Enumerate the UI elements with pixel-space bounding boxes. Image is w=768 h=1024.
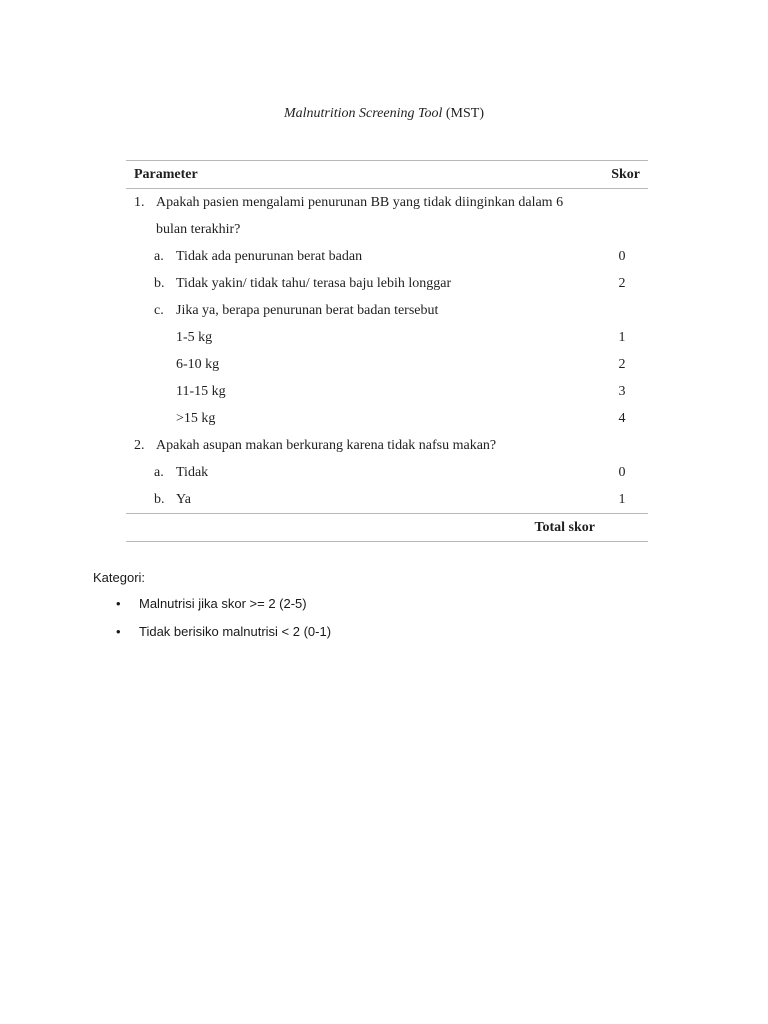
option-score: 0 (618, 465, 626, 480)
question-number: 2. (134, 438, 145, 453)
option-letter: b. (154, 276, 165, 291)
option-row (126, 243, 648, 270)
option-text: Tidak (176, 465, 209, 480)
total-row (126, 513, 648, 541)
mst-table (126, 160, 648, 542)
option-text: Tidak yakin/ tidak tahu/ terasa baju lebih longgar (176, 276, 452, 291)
option-score: 1 (618, 492, 626, 507)
option-text: Jika ya, berapa penurunan berat badan tersebut (176, 303, 439, 318)
sub-option-text: 11-15 kg (176, 384, 226, 399)
option-row (126, 297, 648, 324)
sub-option-row (126, 324, 648, 351)
list-item-text: Malnutrisi jika skor >= 2 (2-5) (139, 596, 307, 611)
option-row (126, 459, 648, 486)
kategori-section (93, 570, 331, 652)
list-item-text: Tidak berisiko malnutrisi < 2 (0-1) (139, 624, 332, 639)
document-title (0, 106, 768, 122)
sub-option-text: 6-10 kg (176, 357, 220, 372)
list-item (93, 596, 331, 624)
sub-option-text: >15 kg (176, 411, 216, 426)
header-skor: Skor (611, 167, 640, 182)
option-score: 2 (618, 276, 626, 291)
title-suffix: (MST) (442, 106, 485, 121)
option-letter: a. (154, 249, 164, 264)
question-text: Apakah pasien mengalami penurunan BB yang tidak diinginkan dalam 6 (156, 195, 564, 210)
question-1-continuation (126, 216, 648, 243)
bullet-icon: • (116, 596, 121, 611)
option-text: Tidak ada penurunan berat badan (176, 249, 363, 264)
option-letter: b. (154, 492, 165, 507)
question-text-cont: bulan terakhir? (156, 222, 241, 237)
title-italic: Malnutrition Screening Tool (283, 106, 443, 121)
question-1-row (126, 189, 648, 216)
bullet-icon: • (116, 624, 121, 639)
sub-option-row (126, 351, 648, 378)
question-2-row (126, 432, 648, 459)
total-label: Total skor (534, 520, 595, 535)
option-text: Ya (176, 492, 191, 507)
sub-option-row (126, 378, 648, 405)
sub-option-score: 2 (618, 357, 626, 372)
sub-option-score: 3 (618, 384, 626, 399)
kategori-label: Kategori: (93, 570, 146, 585)
sub-option-text: 1-5 kg (176, 330, 213, 345)
header-parameter: Parameter (134, 167, 198, 182)
table-header (126, 161, 648, 189)
list-item (93, 624, 331, 652)
kategori-list (93, 596, 331, 652)
sub-option-score: 4 (618, 411, 626, 426)
option-row (126, 270, 648, 297)
sub-option-row (126, 405, 648, 432)
question-text: Apakah asupan makan berkurang karena tidak nafsu makan? (156, 438, 497, 453)
option-score: 0 (618, 249, 626, 264)
option-letter: c. (154, 303, 164, 318)
option-letter: a. (154, 465, 164, 480)
option-row (126, 486, 648, 513)
question-number: 1. (134, 195, 145, 210)
sub-option-score: 1 (618, 330, 626, 345)
